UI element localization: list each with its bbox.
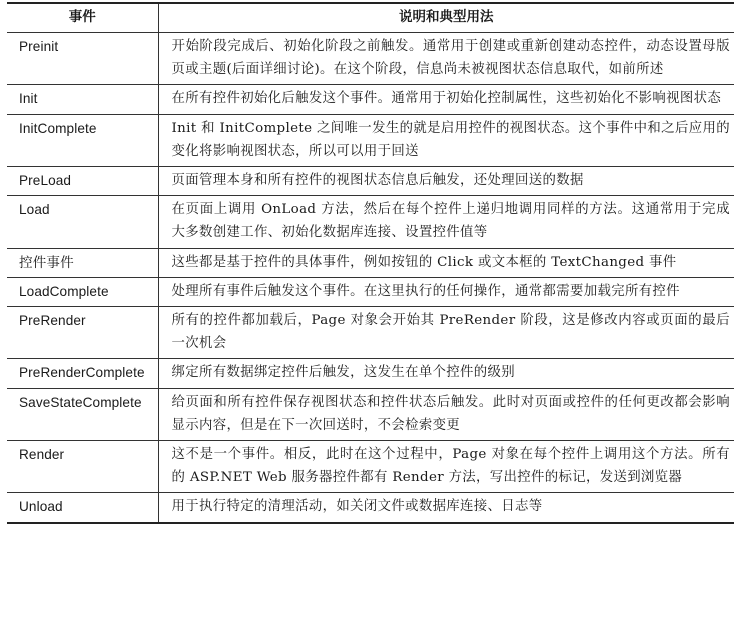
event-description: Init 和 InitComplete 之间唯一发生的就是启用控件的视图状态。这个事件中和之后应用的变化将影响视图状态，所以可以用于回送 [158, 114, 734, 166]
table-row [7, 167, 734, 196]
event-name: SaveStateComplete [7, 388, 158, 440]
table-body [7, 33, 734, 523]
event-description: 所有的控件都加载后，Page 对象会开始其 PreRender 阶段，这是修改内容或页面的最后一次机会 [158, 307, 734, 359]
header-event: 事件 [7, 3, 158, 33]
table-row [7, 277, 734, 306]
table-row [7, 196, 734, 248]
event-description: 处理所有事件后触发这个事件。在这里执行的任何操作，通常都需要加载完所有控件 [158, 277, 734, 306]
page-events-table [7, 2, 734, 524]
event-description: 在页面上调用 OnLoad 方法，然后在每个控件上递归地调用同样的方法。这通常用于完成大多数创建工作、初始化数据库连接、设置控件值等 [158, 196, 734, 248]
event-name: InitComplete [7, 114, 158, 166]
table-row [7, 114, 734, 166]
table-row [7, 441, 734, 493]
event-description: 这些都是基于控件的具体事件，例如按钮的 Click 或文本框的 TextChanged 事件 [158, 248, 734, 277]
table-row [7, 248, 734, 277]
event-description: 页面管理本身和所有控件的视图状态信息后触发，还处理回送的数据 [158, 167, 734, 196]
table-header [7, 3, 734, 33]
event-name: 控件事件 [7, 248, 158, 277]
table-row [7, 359, 734, 388]
event-description: 绑定所有数据绑定控件后触发，这发生在单个控件的级别 [158, 359, 734, 388]
event-name: PreRenderComplete [7, 359, 158, 388]
event-name: PreRender [7, 307, 158, 359]
table-row [7, 307, 734, 359]
table-row [7, 33, 734, 85]
event-name: Render [7, 441, 158, 493]
header-description: 说明和典型用法 [158, 3, 734, 33]
event-description: 用于执行特定的清理活动，如关闭文件或数据库连接、日志等 [171, 499, 543, 515]
event-name: Unload [7, 493, 158, 523]
event-name: PreLoad [7, 167, 158, 196]
table-row [7, 388, 734, 440]
event-description: 给页面和所有控件保存视图状态和控件状态后触发。此时对页面或控件的任何更改都会影响显示内容，但是在下一次回送时，不会检索变更 [158, 388, 734, 440]
event-name: Load [7, 196, 158, 248]
event-description: 开始阶段完成后、初始化阶段之前触发。通常用于创建或重新创建动态控件，动态设置母版页或主题(后面详细讨论)。在这个阶段，信息尚未被视图状态信息取代，如前所述 [158, 33, 734, 85]
event-description: 这不是一个事件。相反，此时在这个过程中，Page 对象在每个控件上调用这个方法。所有的 ASP.NET Web 服务器控件都有 Render 方法，写出控件的标记，发送到浏览器 [158, 441, 734, 493]
event-description: 在所有控件初始化后触发这个事件。通常用于初始化控制属性，这些初始化不影响视图状态 [158, 85, 734, 114]
event-name: Preinit [7, 33, 158, 85]
event-name: Init [7, 85, 158, 114]
table-row [7, 85, 734, 114]
table-row [7, 493, 734, 523]
event-name: LoadComplete [7, 277, 158, 306]
header-row [7, 3, 734, 33]
